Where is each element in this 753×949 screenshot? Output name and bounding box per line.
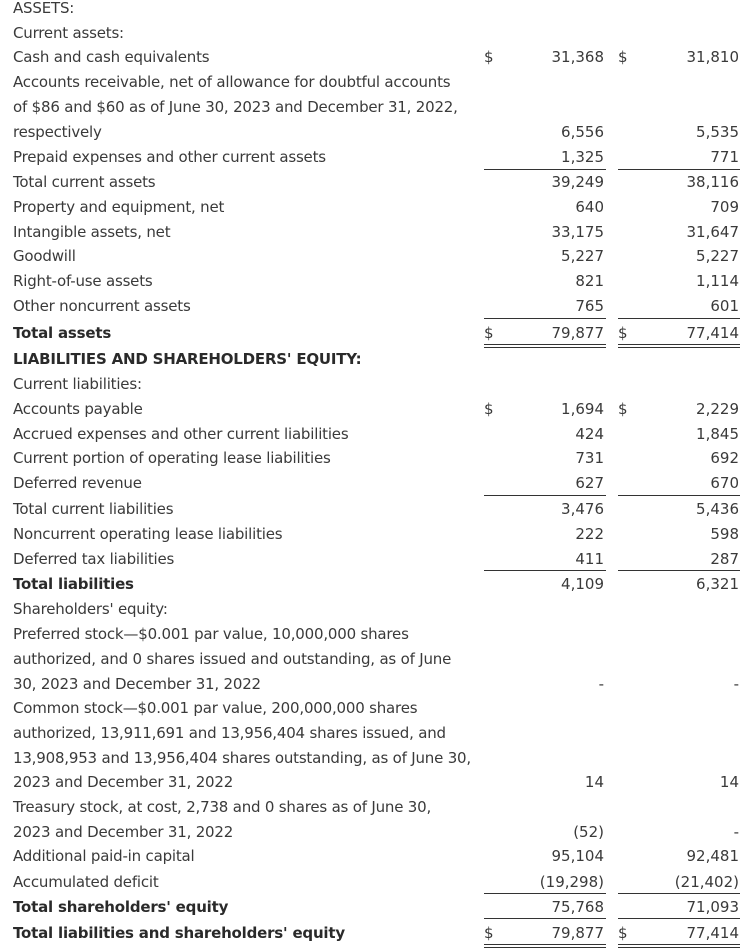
value-2022: 1,845 <box>696 425 739 443</box>
underline-rule <box>484 318 606 319</box>
row-total-liabilities-equity <box>0 921 753 945</box>
row-additional-paid-in <box>0 844 753 868</box>
row-shareholders-equity-heading <box>0 597 753 621</box>
value-2023: (52) <box>573 823 604 841</box>
row-label: Noncurrent operating lease liabilities <box>13 525 283 543</box>
value-2022: 38,116 <box>686 173 739 191</box>
value-2023: 6,556 <box>561 123 604 141</box>
value-2023: 1,325 <box>561 148 604 166</box>
currency-symbol: $ <box>618 324 628 342</box>
double-underline-rule <box>618 344 740 345</box>
row-label: Common stock—$0.001 par value, 200,000,000 shares <box>13 699 418 717</box>
value-2023: 411 <box>575 550 604 568</box>
currency-symbol: $ <box>618 48 628 66</box>
row-label: Accumulated deficit <box>13 873 159 891</box>
row-label: Total liabilities and shareholders' equity <box>13 924 345 942</box>
row-accumulated-deficit <box>0 870 753 894</box>
row-label: 13,908,953 and 13,956,404 shares outstanding, as of June 30, <box>13 749 471 767</box>
value-2022: 709 <box>710 198 739 216</box>
row-total-shareholders-equity <box>0 895 753 919</box>
value-2023: 731 <box>575 449 604 467</box>
row-right-of-use <box>0 269 753 293</box>
row-total-current-liabilities <box>0 497 753 521</box>
row-current-liabilities-heading <box>0 372 753 396</box>
row-prepaid <box>0 145 753 169</box>
underline-rule <box>618 570 740 571</box>
value-2023: 75,768 <box>551 898 604 916</box>
underline-rule <box>618 318 740 319</box>
row-label: 2023 and December 31, 2022 <box>13 773 234 791</box>
value-2023: - <box>598 675 604 693</box>
value-2022: 31,810 <box>686 48 739 66</box>
value-2023: 765 <box>575 297 604 315</box>
double-underline-rule <box>484 947 606 948</box>
value-2022: 92,481 <box>686 847 739 865</box>
row-goodwill <box>0 244 753 268</box>
value-2022: - <box>733 675 739 693</box>
value-2023: (19,298) <box>539 873 604 891</box>
value-2023: 31,368 <box>551 48 604 66</box>
value-2022: 5,436 <box>696 500 739 518</box>
double-underline-rule <box>484 347 606 348</box>
row-other-noncurrent <box>0 294 753 318</box>
row-accounts-receivable <box>0 120 753 144</box>
value-2022: 6,321 <box>696 575 739 593</box>
row-label: authorized, and 0 shares issued and outstanding, as of June <box>13 650 452 668</box>
row-label: LIABILITIES AND SHAREHOLDERS' EQUITY: <box>13 350 362 368</box>
value-2023: 3,476 <box>561 500 604 518</box>
underline-rule <box>484 918 606 919</box>
row-label: Prepaid expenses and other current assets <box>13 148 326 166</box>
section-header-assets <box>0 0 753 20</box>
row-treasury-line1 <box>0 795 753 819</box>
row-noncurrent-lease <box>0 522 753 546</box>
value-2023: 39,249 <box>551 173 604 191</box>
value-2022: 287 <box>710 550 739 568</box>
value-2023: 79,877 <box>551 924 604 942</box>
row-label: Goodwill <box>13 247 76 265</box>
row-accounts-receivable-line2 <box>0 95 753 119</box>
underline-rule <box>484 495 606 496</box>
double-underline-rule <box>618 944 740 945</box>
row-label: Preferred stock—$0.001 par value, 10,000,000 shares <box>13 625 409 643</box>
row-label: Total assets <box>13 324 112 342</box>
currency-symbol: $ <box>484 924 494 942</box>
row-label: Total liabilities <box>13 575 134 593</box>
row-label: authorized, 13,911,691 and 13,956,404 shares issued, and <box>13 724 446 742</box>
double-underline-rule <box>484 344 606 345</box>
value-2022: 71,093 <box>686 898 739 916</box>
row-label: Total shareholders' equity <box>13 898 229 916</box>
value-2023: 627 <box>575 474 604 492</box>
value-2022: 692 <box>710 449 739 467</box>
value-2023: 95,104 <box>551 847 604 865</box>
row-label: Cash and cash equivalents <box>13 48 210 66</box>
row-label: ASSETS: <box>13 0 75 17</box>
row-intangible-assets <box>0 220 753 244</box>
row-accounts-payable <box>0 397 753 421</box>
row-common-line2 <box>0 721 753 745</box>
row-label: Current assets: <box>13 24 124 42</box>
row-label: Total current liabilities <box>13 500 174 518</box>
value-2023: 1,694 <box>561 400 604 418</box>
row-common-line3 <box>0 746 753 770</box>
value-2023: 5,227 <box>561 247 604 265</box>
value-2022: 601 <box>710 297 739 315</box>
row-label: Property and equipment, net <box>13 198 225 216</box>
row-deferred-revenue <box>0 471 753 495</box>
row-preferred-stock <box>0 672 753 696</box>
row-total-assets <box>0 321 753 345</box>
row-label: Current liabilities: <box>13 375 142 393</box>
row-label: Current portion of operating lease liabilities <box>13 449 331 467</box>
value-2022: 670 <box>710 474 739 492</box>
underline-rule <box>618 495 740 496</box>
value-2023: 4,109 <box>561 575 604 593</box>
row-label: Intangible assets, net <box>13 223 171 241</box>
row-label: Right-of-use assets <box>13 272 153 290</box>
underline-rule <box>484 169 606 170</box>
value-2022: - <box>733 823 739 841</box>
row-label: Shareholders' equity: <box>13 600 168 618</box>
row-label: Accrued expenses and other current liabilities <box>13 425 349 443</box>
row-label: 30, 2023 and December 31, 2022 <box>13 675 261 693</box>
row-cash <box>0 45 753 69</box>
row-label: Deferred tax liabilities <box>13 550 175 568</box>
value-2022: 5,535 <box>696 123 739 141</box>
row-common-stock <box>0 770 753 794</box>
row-total-current-assets <box>0 170 753 194</box>
currency-symbol: $ <box>618 924 628 942</box>
row-label: Total current assets <box>13 173 156 191</box>
section-header-liabilities <box>0 347 753 371</box>
value-2023: 79,877 <box>551 324 604 342</box>
row-label: Treasury stock, at cost, 2,738 and 0 shares as of June 30, <box>13 798 432 816</box>
row-current-lease <box>0 446 753 470</box>
row-accounts-receivable-line1 <box>0 70 753 94</box>
row-label: Accounts receivable, net of allowance for doubtful accounts <box>13 73 451 91</box>
value-2022: 31,647 <box>686 223 739 241</box>
underline-rule <box>618 918 740 919</box>
row-label: of $86 and $60 as of June 30, 2023 and December 31, 2022, <box>13 98 458 116</box>
underline-rule <box>618 893 740 894</box>
value-2022: 14 <box>719 773 739 791</box>
value-2022: 77,414 <box>686 924 739 942</box>
value-2023: 821 <box>575 272 604 290</box>
row-common-line1 <box>0 696 753 720</box>
double-underline-rule <box>618 947 740 948</box>
value-2022: 2,229 <box>696 400 739 418</box>
row-label: Other noncurrent assets <box>13 297 191 315</box>
double-underline-rule <box>618 347 740 348</box>
value-2023: 424 <box>575 425 604 443</box>
row-accrued-expenses <box>0 422 753 446</box>
value-2022: (21,402) <box>674 873 739 891</box>
row-deferred-tax <box>0 547 753 571</box>
row-label: 2023 and December 31, 2022 <box>13 823 234 841</box>
row-property-equipment <box>0 195 753 219</box>
row-label: Deferred revenue <box>13 474 142 492</box>
currency-symbol: $ <box>618 400 628 418</box>
value-2022: 1,114 <box>696 272 739 290</box>
currency-symbol: $ <box>484 48 494 66</box>
row-current-assets-heading <box>0 21 753 45</box>
row-label: Additional paid-in capital <box>13 847 195 865</box>
value-2022: 5,227 <box>696 247 739 265</box>
row-label: Accounts payable <box>13 400 143 418</box>
value-2023: 222 <box>575 525 604 543</box>
row-label: respectively <box>13 123 102 141</box>
underline-rule <box>618 169 740 170</box>
value-2022: 771 <box>710 148 739 166</box>
value-2023: 14 <box>584 773 604 791</box>
double-underline-rule <box>484 944 606 945</box>
row-preferred-line2 <box>0 647 753 671</box>
row-preferred-line1 <box>0 622 753 646</box>
value-2023: 640 <box>575 198 604 216</box>
currency-symbol: $ <box>484 400 494 418</box>
underline-rule <box>484 570 606 571</box>
underline-rule <box>484 893 606 894</box>
row-total-liabilities <box>0 572 753 596</box>
value-2022: 77,414 <box>686 324 739 342</box>
value-2023: 33,175 <box>551 223 604 241</box>
row-treasury-stock <box>0 820 753 844</box>
currency-symbol: $ <box>484 324 494 342</box>
value-2022: 598 <box>710 525 739 543</box>
